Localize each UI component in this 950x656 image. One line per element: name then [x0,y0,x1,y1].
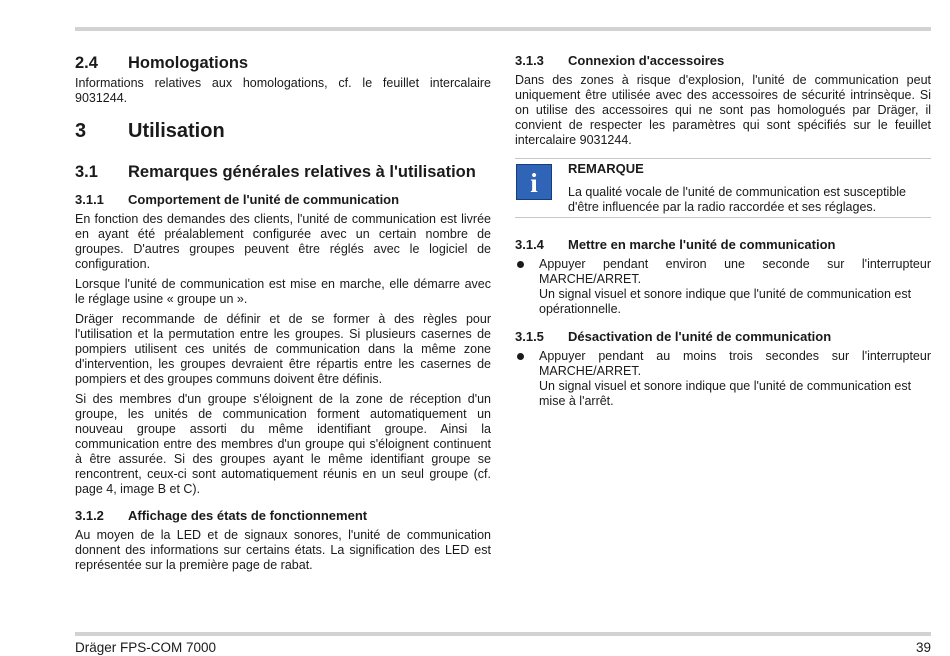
section-number: 3.1.4 [515,237,544,252]
chapter-title: Utilisation [128,120,225,142]
right-column [515,52,931,409]
result-text: Un signal visuel et sonore indique que l'unité de communication est mise à l'arrêt. [539,379,912,408]
heading-3-1-4 [515,236,931,254]
list-item [515,349,931,409]
instruction-text: Appuyer pendant environ une seconde sur l'interrupteur MARCHE/ARRET. [539,257,931,286]
paragraph: Si des membres d'un groupe s'éloignent de la zone de réception d'un groupe, les unités de communication forment automatiquement un nouveau groupe assorti du même identifiant groupe. Ainsi la communication entre des membres d'un groupe qui s'éloignent continuent à être assurée. Si des groupes ayant le même identifiant groupe se rencontrent, ceux-ci sont automatiquement réunis en un seul groupe (cf. page 4, image B et C). [75,392,491,496]
section-number: 2.4 [75,54,98,72]
page-number: 39 [915,640,931,655]
list-item [515,257,931,317]
heading-3-1-3 [515,52,931,70]
heading-2-4 [75,52,491,74]
section-title: Désactivation de l'unité de communication [568,329,832,344]
section-number: 3.1 [75,163,98,181]
section-title: Comportement de l'unité de communication [128,192,400,207]
paragraph: Informations relatives aux homologations, cf. le feuillet intercalaire 9031244. [75,76,491,105]
section-title: Affichage des états de fonctionnement [128,508,368,523]
section-title: Mettre en marche l'unité de communication [568,237,836,252]
result-text: Un signal visuel et sonore indique que l'unité de communication est opérationnelle. [539,287,912,316]
chapter-number: 3 [75,120,87,142]
instruction-text: Appuyer pendant au moins trois secondes sur l'interrupteur MARCHE/ARRET. [539,349,931,378]
section-title: Remarques générales relatives à l'utilisation [128,163,476,181]
paragraph: Dans des zones à risque d'explosion, l'unité de communication peut uniquement être utilisée avec des accessoires de sécurité intrinsèque. Si on utilise des accessoires qui ne sont pas homologués par Dräger, il convient de respecter les paramètres qui sont spécifiés sur le feuillet intercalaire 9031244. [515,73,931,147]
info-icon: i [516,164,552,200]
heading-3-1-1 [75,191,491,209]
left-column [75,52,491,573]
paragraph: Dräger recommande de définir et de se former à des règles pour l'utilisation et la permutation entre les groupes. Si plusieurs casernes de pompiers utilisent ces unités de communication dans la même zone d'intervention, les groupes devraient être répartis entre les casernes de pompiers et des groupes communs doivent être définis. [75,312,491,386]
heading-3-1-2 [75,507,491,525]
heading-3 [75,118,491,144]
section-number: 3.1.1 [75,192,104,207]
heading-3-1-5 [515,328,931,346]
paragraph: En fonction des demandes des clients, l'unité de communication est livrée en ayant été préalablement configurée avec un certain nombre de groupes. D'autres groupes peuvent être réglés avec le logiciel de configuration. [75,212,491,271]
note-box [515,158,931,218]
paragraph: Lorsque l'unité de communication est mise en marche, elle démarre avec le réglage usine « groupe un ». [75,277,491,306]
footer-product: Dräger FPS-COM 7000 [75,640,217,655]
heading-3-1 [75,161,491,183]
note-text: La qualité vocale de l'unité de communication est susceptible d'être influencée par la radio raccordée et ses réglages. [568,185,907,214]
section-number: 3.1.3 [515,53,544,68]
bullet-icon [517,353,524,360]
bottom-rule [75,632,931,636]
top-rule [75,27,931,31]
section-number: 3.1.2 [75,508,104,523]
bullet-icon [517,261,524,268]
section-title: Homologations [128,54,249,72]
section-number: 3.1.5 [515,329,544,344]
section-title: Connexion d'accessoires [568,53,725,68]
paragraph: Au moyen de la LED et de signaux sonores, l'unité de communication donnent des informations sur certains états. La signification des LED est représentée sur la première page de rabat. [75,528,491,572]
note-title: REMARQUE [568,161,644,176]
